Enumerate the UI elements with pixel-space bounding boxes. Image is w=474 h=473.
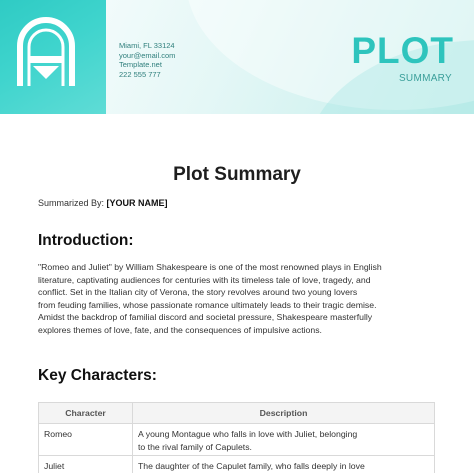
table-row — [39, 456, 435, 473]
arch-download-icon — [16, 16, 76, 88]
page-title: Plot Summary — [173, 164, 301, 185]
paragraph-line: from feuding families, whose passionate romance ultimately leads to their tragic demise. — [38, 299, 377, 310]
characters-table — [38, 402, 435, 473]
brand-subtitle: SUMMARY — [398, 73, 452, 84]
introduction-paragraph — [38, 261, 442, 336]
character-description — [133, 456, 435, 473]
summarized-label: Summarized By: — [38, 198, 105, 208]
header-banner — [0, 0, 474, 114]
paragraph-line: Amidst the backdrop of familial discord and societal pressure, Shakespeare masterfully — [38, 312, 373, 322]
contact-email: your@email.com — [119, 50, 176, 60]
paragraph-line: explores themes of love, fate, and the consequences of impulsive actions. — [38, 324, 322, 335]
key-characters-heading: Key Characters: — [38, 367, 157, 384]
brand-title: PLOT — [351, 30, 454, 71]
summarized-value: [YOUR NAME] — [106, 198, 168, 208]
character-name: Romeo — [39, 424, 133, 456]
description-line: A young Montague who falls in love with Juliet, belonging — [138, 429, 358, 439]
description-line: The daughter of the Capulet family, who falls deeply in love — [138, 461, 365, 471]
character-description — [133, 424, 435, 456]
character-name: Juliet — [39, 456, 133, 473]
summarized-by — [38, 198, 168, 208]
paragraph-line: conflict. Set in the Italian city of Verona, the story revolves around two young lovers — [38, 287, 358, 297]
paragraph-line: "Romeo and Juliet" by William Shakespeare is one of the most renowned plays in English — [38, 262, 382, 272]
contact-info — [119, 41, 175, 79]
column-header-description: Description — [133, 403, 435, 424]
contact-phone: 222 555 777 — [119, 69, 161, 79]
contact-address: Miami, FL 33124 — [119, 41, 175, 50]
header-logo-panel — [0, 0, 106, 114]
introduction-heading: Introduction: — [38, 232, 134, 249]
table-header-row — [39, 403, 435, 424]
contact-website: Template.net — [119, 60, 162, 69]
table-row — [39, 424, 435, 456]
column-header-character: Character — [39, 403, 133, 424]
description-line: to the rival family of Capulets. — [138, 441, 252, 452]
paragraph-line: literature, captivating audiences for centuries with its timeless tale of love, tragedy, and — [38, 274, 371, 285]
